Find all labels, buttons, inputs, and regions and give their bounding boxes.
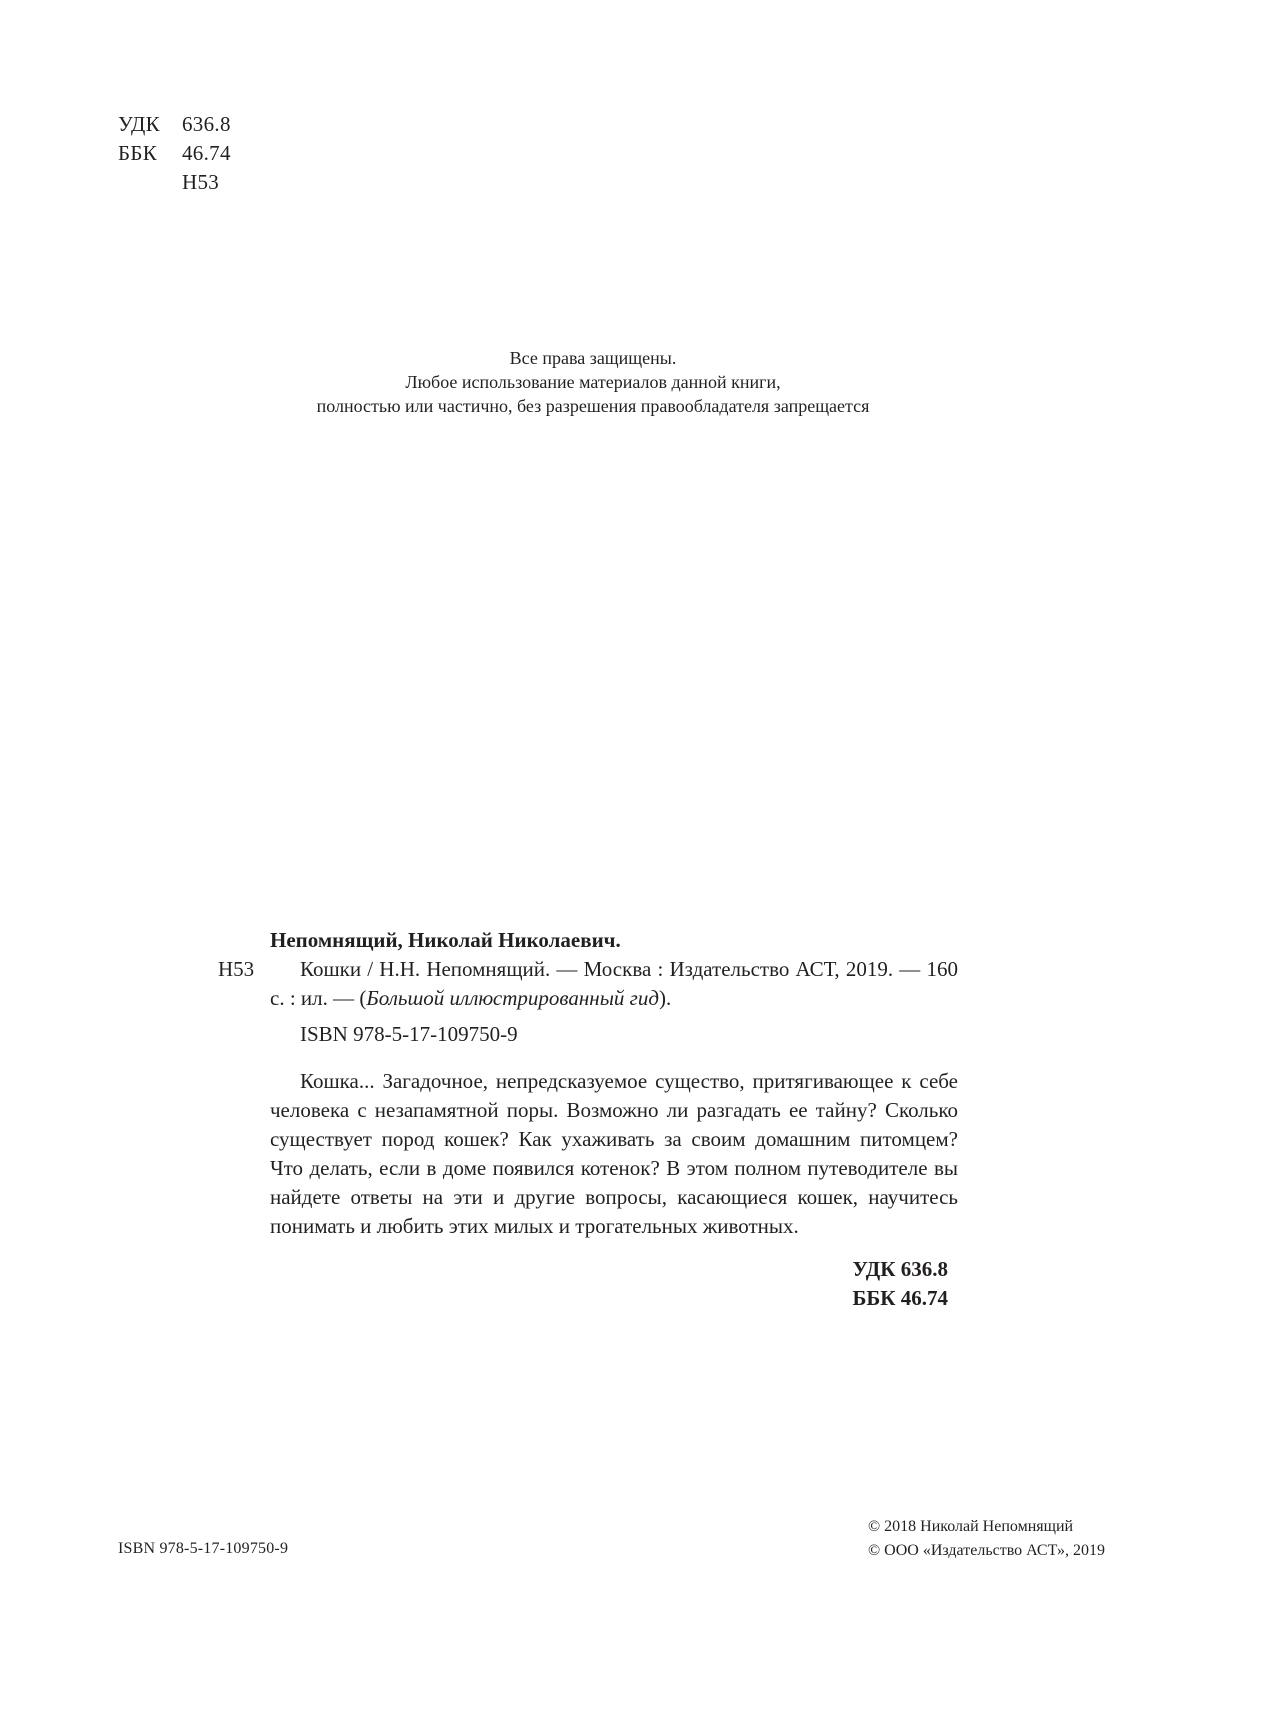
record-entry (218, 955, 958, 1013)
bbk-label: ББК (118, 141, 158, 165)
rights-line-3: полностью или частично, без разрешения правообладателя запрещается (316, 396, 870, 416)
record-udk: УДК 636.8 (852, 1257, 948, 1281)
bbk-row (118, 139, 231, 168)
record-author-code: Н53 (218, 957, 255, 981)
classification-block-top (118, 110, 231, 197)
record-isbn: ISBN 978-5-17-109750-9 (300, 1022, 518, 1046)
rights-line-2: Любое использование материалов данной книги, (405, 372, 781, 392)
author-code: Н53 (182, 170, 220, 194)
copyright-publisher: © ООО «Издательство АСТ», 2019 (868, 1542, 1105, 1559)
bbk-value: 46.74 (182, 141, 231, 165)
record-title-main: Кошки / Н.Н. Непомнящий. — Москва : Издательство АСТ, 2019. — 160 с. : ил. — ( (270, 957, 958, 1010)
record-title-end: ). (658, 986, 672, 1010)
rights-notice (0, 346, 1186, 418)
author-code-row (118, 168, 231, 197)
record-classification (218, 1255, 958, 1315)
record-series: Большой иллюстрированный гид (366, 986, 659, 1010)
udk-label: УДК (118, 112, 160, 136)
udk-value: 636.8 (182, 112, 231, 136)
copyright-author: © 2018 Николай Непомнящий (868, 1518, 1074, 1535)
record-bbk: ББК 46.74 (852, 1286, 948, 1310)
udk-row (118, 110, 231, 139)
copyright-block (868, 1515, 1105, 1563)
record-annotation: Кошка... Загадочное, непредсказуемое существо, притягивающее к себе человека с незапамятной поры. Возможно ли разгадать ее тайну? Сколько существует пород кошек? Как ухаживать за своим домашним питомцем? Что делать, если в доме появился котенок? В этом полном путеводителе вы найдете ответы на эти и другие вопросы, касающиеся кошек, научитесь понимать и любить этих милых и трогательных животных. (270, 1069, 958, 1238)
rights-line-1: Все права защищены. (509, 348, 677, 368)
bibliographic-record (218, 926, 958, 1315)
record-author: Непомнящий, Николай Николаевич. (270, 928, 621, 952)
record-title (270, 955, 958, 1013)
footer-isbn: ISBN 978-5-17-109750-9 (118, 1540, 289, 1557)
